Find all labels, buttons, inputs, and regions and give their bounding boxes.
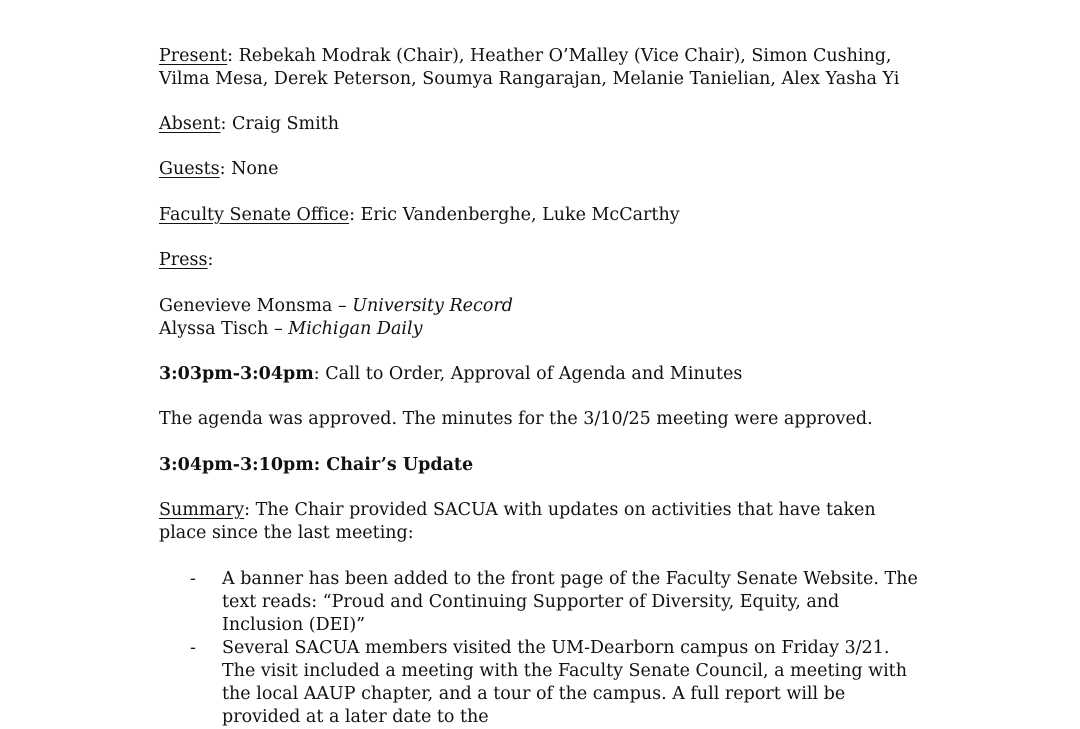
- press-entry-name: Alyssa Tisch –: [159, 319, 289, 339]
- agenda-item-2-summary: [159, 499, 919, 545]
- press-entry: [159, 318, 919, 341]
- bullet-dash: -: [190, 569, 196, 589]
- bullet-dash: -: [190, 638, 196, 658]
- press-text: :: [207, 250, 214, 270]
- agenda-item-1-heading: [159, 363, 919, 386]
- faculty-senate-office-label: Faculty Senate Office: [159, 205, 350, 225]
- press-entry-outlet: Michigan Daily: [288, 319, 423, 339]
- present-label: Present: [159, 46, 228, 66]
- agenda-item-1-body: The agenda was approved. The minutes for the 3/10/25 meeting were approved.: [159, 409, 873, 429]
- press-entry-name: Genevieve Monsma –: [159, 296, 353, 316]
- summary-text: : The Chair provided SACUA with updates on activities that have taken place since the last meeting:: [159, 500, 876, 543]
- absent-label: Absent: [159, 114, 221, 134]
- press-entry-outlet: University Record: [352, 296, 513, 316]
- present-text: : Rebekah Modrak (Chair), Heather O’Malley (Vice Chair), Simon Cushing, Vilma Mesa, Derek Peterson, Soumya Rangarajan, Melanie Tanielian, Alex Yasha Yi: [159, 46, 900, 89]
- absent-paragraph: [159, 113, 919, 136]
- press-paragraph: [159, 249, 919, 272]
- agenda-item-2-heading: 3:04pm-3:10pm: Chair’s Update: [159, 455, 474, 475]
- faculty-senate-office-text: : Eric Vandenberghe, Luke McCarthy: [349, 205, 680, 225]
- agenda-item-1-time: 3:03pm-3:04pm: [159, 364, 314, 384]
- press-label: Press: [159, 250, 208, 270]
- guests-label: Guests: [159, 159, 220, 179]
- guests-text: : None: [219, 159, 279, 179]
- present-paragraph: [159, 45, 919, 91]
- absent-text: : Craig Smith: [220, 114, 339, 134]
- bullet-text: Several SACUA members visited the UM-Dearborn campus on Friday 3/21. The visit included a meeting with the Faculty Senate Council, a meeting with the local AAUP chapter, and a tour of the campus. A full report will be provided at a later date to the: [222, 638, 907, 727]
- agenda-item-1-title: : Call to Order, Approval of Agenda and Minutes: [313, 364, 743, 384]
- bullet-text: A banner has been added to the front page of the Faculty Senate Website. The text reads: “Proud and Continuing Supporter of Diversity, Equity, and Inclusion (DEI)”: [222, 569, 918, 635]
- press-entry: [159, 295, 919, 318]
- list-item: [190, 568, 920, 637]
- faculty-senate-office-paragraph: [159, 204, 919, 227]
- guests-paragraph: [159, 158, 919, 181]
- chair-update-bullets: [190, 568, 920, 729]
- summary-label: Summary: [159, 500, 245, 520]
- list-item: [190, 637, 920, 729]
